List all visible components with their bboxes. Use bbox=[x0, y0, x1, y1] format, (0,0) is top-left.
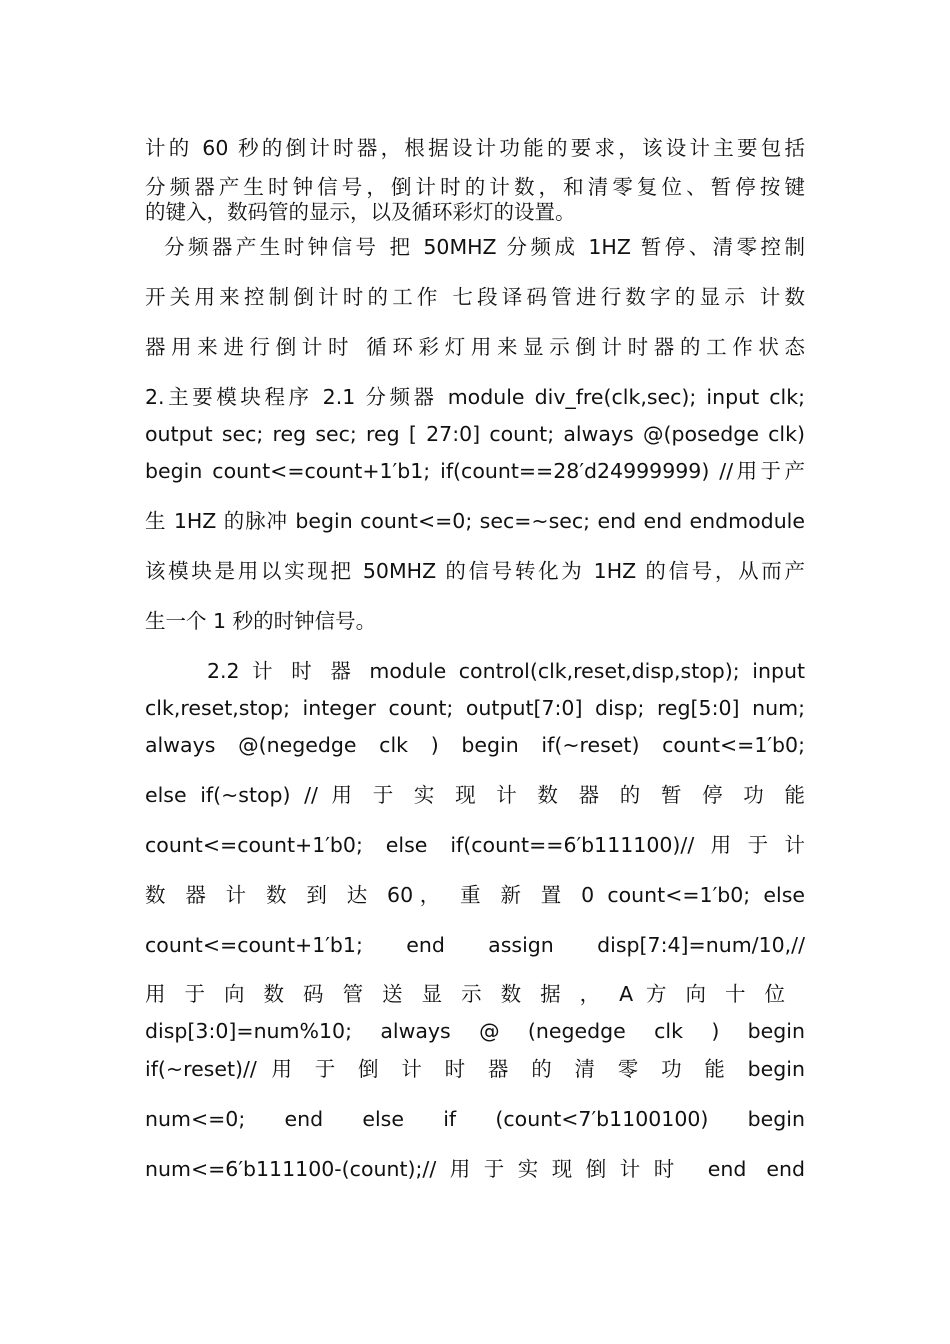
text-line-1: 计的 60 秒的倒计时器，根据设计功能的要求，该设计主要包括 bbox=[145, 136, 805, 160]
text-line-23: num<=0; end else if (count<7′b1100100) begin bbox=[145, 1107, 805, 1131]
text-line-19: count<=count+1′b1; end assign disp[7:4]=num/10,// bbox=[145, 933, 805, 957]
text-line-2: 分频器产生时钟信号，倒计时的计数，和清零复位、暂停按键 bbox=[145, 175, 805, 199]
text-line-15: always @(negedge clk ) begin if(~reset) count<=1′b0; bbox=[145, 733, 805, 757]
text-line-6: 器用来进行倒计时 循环彩灯用来显示倒计时器的工作状态 bbox=[145, 335, 805, 359]
text-line-12: 生一个 1 秒的时钟信号。 bbox=[145, 609, 377, 633]
text-line-7: 2.主要模块程序 2.1 分频器 module div_fre(clk,sec); input clk; bbox=[145, 385, 805, 409]
text-line-14: clk,reset,stop; integer count; output[7:0] disp; reg[5:0] num; bbox=[145, 696, 805, 720]
text-line-17: count<=count+1′b0; else if(count==6′b111100)//用于计 bbox=[145, 833, 805, 857]
text-line-20: 用 于 向 数 码 管 送 显 示 数 据 ， A 方 向 十 位 bbox=[145, 982, 785, 1006]
text-line-11: 该模块是用以实现把 50MHZ 的信号转化为 1HZ 的信号，从而产 bbox=[145, 559, 805, 583]
text-line-4: 分频器产生时钟信号 把 50MHZ 分频成 1HZ 暂停、清零控制 bbox=[164, 235, 805, 259]
text-line-10: 生 1HZ 的脉冲 begin count<=0; sec=~sec; end end endmodule bbox=[145, 509, 805, 533]
text-line-8: output sec; reg sec; reg [ 27:0] count; always @(posedge clk) bbox=[145, 422, 805, 446]
text-line-9: begin count<=count+1′b1; if(count==28′d24999999) //用于产 bbox=[145, 459, 805, 483]
text-line-18: 数 器 计 数 到 达 60， 重 新 置 0 count<=1′b0; else bbox=[145, 883, 805, 907]
text-line-3: 的键入，数码管的显示，以及循环彩灯的设置。 bbox=[145, 200, 576, 224]
text-line-13: 2.2 计 时 器 module control(clk,reset,disp,stop); input bbox=[207, 659, 805, 683]
text-line-21: disp[3:0]=num%10; always @ (negedge clk ) begin bbox=[145, 1019, 805, 1043]
text-line-22: if(~reset)// 用 于 倒 计 时 器 的 清 零 功 能 begin bbox=[145, 1057, 805, 1081]
text-line-24: num<=6′b111100-(count);//用于实现倒计时 end end bbox=[145, 1157, 805, 1181]
text-line-5: 开关用来控制倒计时的工作 七段译码管进行数字的显示 计数 bbox=[145, 285, 805, 309]
text-line-16: else if(~stop) // 用 于 实 现 计 数 器 的 暂 停 功 能 bbox=[145, 783, 805, 807]
